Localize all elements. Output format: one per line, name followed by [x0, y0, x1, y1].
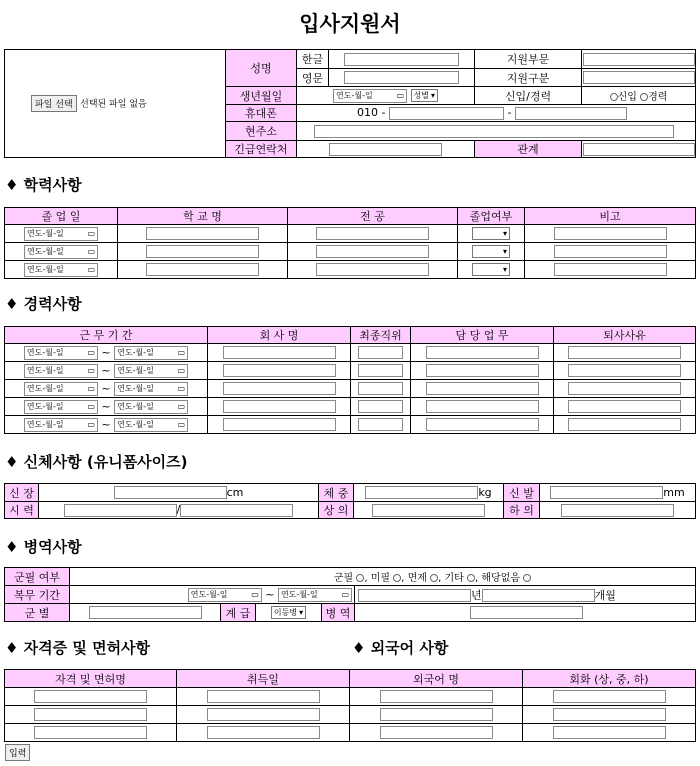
- table-row: [350, 688, 696, 706]
- table-row: 연도-월-일 ▭ ~ 연도-월-일 ▭: [5, 380, 696, 398]
- table-row: 연도-월-일 ▭ ~ 연도-월-일 ▭: [5, 362, 696, 380]
- table-row: 연도-월-일 ▭ ~ 연도-월-일 ▭: [5, 416, 696, 434]
- table-row: 연도-월-일 ▭ ~ 연도-월-일 ▭: [5, 344, 696, 362]
- body-title: ♦ 신체사항 (유니폼사이즈): [5, 453, 188, 471]
- license-name-input[interactable]: [34, 690, 147, 703]
- type-label: 지원구분: [475, 69, 582, 87]
- table-row: 연도-월-일 ▭ ~ 연도-월-일 ▭: [5, 398, 696, 416]
- edu-header: 학 교 명: [118, 208, 288, 225]
- duty-input[interactable]: [426, 418, 539, 431]
- grad-date-input[interactable]: 연도-월-일 ▭: [24, 263, 98, 277]
- name-label: 성명: [226, 50, 297, 87]
- table-row: [350, 724, 696, 742]
- file-select-button[interactable]: 파일 선택: [31, 95, 77, 112]
- school-input[interactable]: [146, 263, 259, 276]
- calendar-icon: ▭: [87, 228, 95, 238]
- calendar-icon: ▭: [87, 401, 95, 411]
- table-row: [350, 706, 696, 724]
- school-input[interactable]: [146, 227, 259, 240]
- graduation-select[interactable]: [472, 227, 510, 240]
- vision-label: 시 력: [5, 502, 39, 519]
- career-header: 회 사 명: [208, 327, 351, 344]
- edu-header: 비고: [525, 208, 696, 225]
- career-header: 담 당 업 무: [411, 327, 554, 344]
- rank-label: 계 급: [221, 604, 256, 622]
- service-start-input[interactable]: 연도-월-일 ▭: [188, 588, 262, 602]
- start-date-input[interactable]: 연도-월-일 ▭: [24, 364, 98, 378]
- edu-table: [4, 207, 696, 279]
- chevron-down-icon: ▾: [299, 608, 304, 618]
- gender-select[interactable]: 성별 ▾: [411, 89, 438, 102]
- license-date-input[interactable]: [207, 726, 320, 739]
- note-input[interactable]: [554, 227, 667, 240]
- edu-header: 졸 업 일: [5, 208, 118, 225]
- submit-button[interactable]: 입력: [5, 744, 30, 761]
- duty-input[interactable]: [426, 382, 539, 395]
- rank-select[interactable]: 이등병 ▾: [271, 606, 306, 619]
- table-row: [5, 261, 696, 279]
- service-years-input[interactable]: [358, 589, 471, 602]
- calendar-icon: ▭: [177, 401, 186, 411]
- company-input[interactable]: [223, 364, 336, 377]
- leave-reason-input[interactable]: [568, 364, 681, 377]
- career-title: ♦ 경력사항: [5, 295, 82, 313]
- military-title: ♦ 병역사항: [5, 538, 82, 556]
- duty-input[interactable]: [426, 346, 539, 359]
- role-input[interactable]: [470, 606, 583, 619]
- grad-date-input[interactable]: 연도-월-일 ▭: [24, 227, 98, 241]
- license-title: ♦ 자격증 및 면허사항: [5, 639, 151, 657]
- calendar-icon: ▭: [177, 383, 186, 393]
- table-row: [5, 724, 350, 742]
- end-date-input[interactable]: 연도-월-일 ▭: [114, 382, 188, 396]
- license-date-input[interactable]: [207, 708, 320, 721]
- start-date-input[interactable]: 연도-월-일 ▭: [24, 346, 98, 360]
- leave-reason-input[interactable]: [568, 418, 681, 431]
- position-input[interactable]: [358, 364, 403, 377]
- license-name-input[interactable]: [34, 708, 147, 721]
- leave-reason-input[interactable]: [568, 400, 681, 413]
- company-input[interactable]: [223, 346, 336, 359]
- end-date-input[interactable]: 연도-월-일 ▭: [114, 400, 188, 414]
- license-date-input[interactable]: [207, 690, 320, 703]
- foot-input[interactable]: [550, 486, 663, 499]
- unserved-radio[interactable]: [393, 574, 401, 582]
- edu-header: 전 공: [288, 208, 458, 225]
- emergency-input[interactable]: [329, 143, 442, 156]
- chevron-down-icon: ▾: [502, 265, 507, 275]
- relation-label: 관계: [475, 141, 582, 158]
- address-input[interactable]: [314, 125, 674, 138]
- note-input[interactable]: [554, 245, 667, 258]
- career-header: 최종직위: [351, 327, 411, 344]
- top-size-input[interactable]: [372, 504, 485, 517]
- conversation-level-input[interactable]: [553, 726, 666, 739]
- korean-label: 한글: [297, 50, 329, 69]
- end-date-input[interactable]: 연도-월-일 ▭: [114, 346, 188, 360]
- phone-last-input[interactable]: [515, 107, 627, 120]
- calendar-icon: ▭: [177, 419, 186, 429]
- calendar-icon: ▭: [87, 419, 95, 429]
- military-status-label: 군필 여부: [5, 568, 70, 586]
- table-row: [5, 243, 696, 261]
- position-input[interactable]: [358, 400, 403, 413]
- leave-reason-input[interactable]: [568, 382, 681, 395]
- english-name-input[interactable]: [344, 71, 459, 84]
- bottom-size-input[interactable]: [561, 504, 674, 517]
- language-name-input[interactable]: [380, 726, 493, 739]
- language-name-input[interactable]: [380, 690, 493, 703]
- birth-date-input[interactable]: 연도-월-일 ▭: [333, 89, 407, 103]
- calendar-icon: ▭: [251, 589, 259, 599]
- phone-label: 휴대폰: [226, 105, 297, 122]
- chevron-down-icon: ▾: [430, 91, 435, 100]
- school-input[interactable]: [146, 245, 259, 258]
- chevron-down-icon: ▾: [502, 247, 507, 257]
- major-input[interactable]: [316, 263, 429, 276]
- branch-input[interactable]: [89, 606, 202, 619]
- leave-reason-input[interactable]: [568, 346, 681, 359]
- dept-label: 지원부문: [475, 50, 582, 69]
- relation-input[interactable]: [583, 143, 695, 156]
- calendar-icon: ▭: [341, 589, 349, 599]
- note-input[interactable]: [554, 263, 667, 276]
- company-input[interactable]: [223, 418, 336, 431]
- calendar-icon: ▭: [87, 383, 95, 393]
- service-period-label: 복무 기간: [5, 586, 70, 604]
- chevron-down-icon: ▾: [502, 229, 507, 239]
- graduation-select[interactable]: [472, 263, 510, 276]
- table-row: [5, 688, 350, 706]
- calendar-icon: ▭: [87, 246, 95, 256]
- foot-label: 신 발: [504, 484, 540, 502]
- weight-input[interactable]: [365, 486, 478, 499]
- start-date-input[interactable]: 연도-월-일 ▭: [24, 382, 98, 396]
- calendar-icon: ▭: [87, 264, 95, 274]
- duty-input[interactable]: [426, 400, 539, 413]
- license-table: [4, 669, 350, 742]
- license-name-input[interactable]: [34, 726, 147, 739]
- major-input[interactable]: [316, 245, 429, 258]
- language-header: 회화 (상, 중, 하): [523, 670, 696, 688]
- calendar-icon: ▭: [396, 90, 404, 100]
- na-radio[interactable]: [523, 574, 531, 582]
- career-table: [4, 326, 696, 434]
- new-radio[interactable]: [610, 93, 618, 101]
- top-label: 상 의: [319, 502, 354, 519]
- position-input[interactable]: [358, 418, 403, 431]
- file-status: 선택된 파일 없음: [80, 99, 147, 110]
- birth-label: 생년월일: [226, 87, 297, 105]
- career-header: 근 무 기 간: [5, 327, 208, 344]
- type-input[interactable]: [583, 71, 695, 84]
- body-table: 신 장 cm 체 중 kg 신 발 mm 시 력 / 상 의 하 의: [4, 483, 696, 519]
- conversation-level-input[interactable]: [553, 708, 666, 721]
- end-date-input[interactable]: 연도-월-일 ▭: [114, 418, 188, 432]
- vision-right-input[interactable]: [180, 504, 293, 517]
- phone-middle-input[interactable]: [389, 107, 504, 120]
- service-months-input[interactable]: [482, 589, 595, 602]
- table-row: [5, 706, 350, 724]
- emergency-label: 긴급연락처: [226, 141, 297, 158]
- exempt-radio[interactable]: [430, 574, 438, 582]
- calendar-icon: ▭: [177, 347, 186, 357]
- newcareer-label: 신입/경력: [475, 87, 582, 105]
- start-date-input[interactable]: 연도-월-일 ▭: [24, 400, 98, 414]
- service-end-input[interactable]: 연도-월-일 ▭: [278, 588, 352, 602]
- calendar-icon: ▭: [87, 347, 95, 357]
- role-label: 병 역: [322, 604, 355, 622]
- license-header: 취득일: [177, 670, 350, 688]
- end-date-input[interactable]: 연도-월-일 ▭: [114, 364, 188, 378]
- career-radio[interactable]: [640, 93, 648, 101]
- company-input[interactable]: [223, 400, 336, 413]
- military-table: 군필 여부 군필 , 미필 , 면제 , 기타 , 해당없음 복무 기간 연도-월-일 ▭ ~ 연도-월-일 ▭ 년 개월 군 별 계 급 이등병 ▾ 병 역: [4, 567, 696, 622]
- basic-info-table: 파일 선택 선택된 파일 없음 성명 한글 지원부문 영문 지원구분 생년월일 연도-월-일 ▭ 성별 ▾ 신입/경력 신입 경력 휴대폰 010 - - 현주소 긴급연락처 관계: [4, 49, 696, 158]
- company-input[interactable]: [223, 382, 336, 395]
- korean-name-input[interactable]: [344, 53, 459, 66]
- language-title: ♦ 외국어 사항: [352, 639, 449, 657]
- weight-label: 체 중: [319, 484, 354, 502]
- height-input[interactable]: [114, 486, 227, 499]
- edu-header: 졸업여부: [458, 208, 525, 225]
- height-label: 신 장: [5, 484, 39, 502]
- bottom-label: 하 의: [504, 502, 540, 519]
- position-input[interactable]: [358, 346, 403, 359]
- other-radio[interactable]: [467, 574, 475, 582]
- table-row: [5, 225, 696, 243]
- grad-date-input[interactable]: 연도-월-일 ▭: [24, 245, 98, 259]
- address-label: 현주소: [226, 122, 297, 141]
- language-table: [349, 669, 696, 742]
- photo-cell: [5, 50, 226, 158]
- language-name-input[interactable]: [380, 708, 493, 721]
- branch-label: 군 별: [5, 604, 70, 622]
- conversation-level-input[interactable]: [553, 690, 666, 703]
- vision-left-input[interactable]: [64, 504, 177, 517]
- major-input[interactable]: [316, 227, 429, 240]
- position-input[interactable]: [358, 382, 403, 395]
- start-date-input[interactable]: 연도-월-일 ▭: [24, 418, 98, 432]
- career-header: 퇴사사유: [554, 327, 696, 344]
- dept-input[interactable]: [583, 53, 695, 66]
- calendar-icon: ▭: [87, 365, 95, 375]
- served-radio[interactable]: [356, 574, 364, 582]
- english-label: 영문: [297, 69, 329, 87]
- edu-title: ♦ 학력사항: [5, 176, 82, 194]
- duty-input[interactable]: [426, 364, 539, 377]
- graduation-select[interactable]: [472, 245, 510, 258]
- language-header: 외국어 명: [350, 670, 523, 688]
- calendar-icon: ▭: [177, 365, 186, 375]
- page-title: 입사지원서: [299, 12, 401, 36]
- license-header: 자격 및 면허명: [5, 670, 177, 688]
